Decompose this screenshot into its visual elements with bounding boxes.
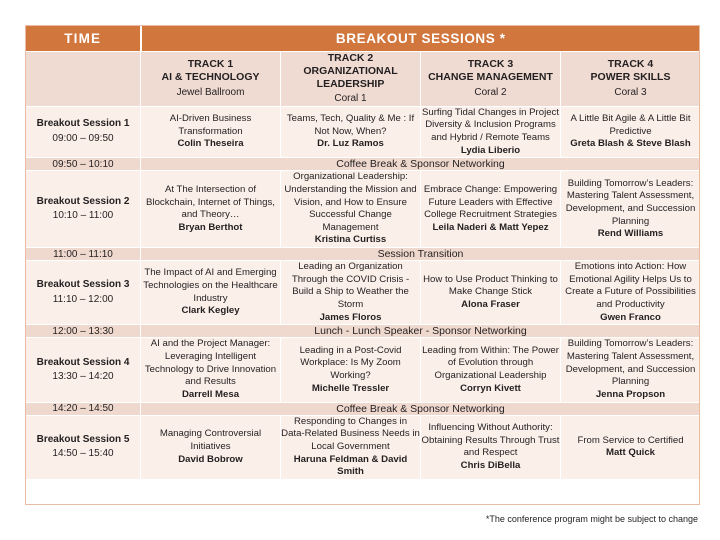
break-time-range: 11:00 – 11:10 — [26, 248, 141, 261]
break-row — [26, 325, 701, 338]
session-speaker: Leila Naderi & Matt Yepez — [432, 221, 549, 233]
table-header-row — [26, 26, 701, 52]
session-time-cell — [26, 261, 141, 325]
session-title: Emotions into Action: How Emotional Agility Helps Us to Create a Future of Possibilities and Productivity — [565, 261, 696, 311]
track-name: POWER SKILLS — [590, 71, 671, 84]
track-room: Coral 3 — [614, 86, 647, 98]
break-row — [26, 402, 701, 415]
session-cell[interactable] — [281, 171, 421, 248]
session-title: A Little Bit Agile & A Little Bit Predictive — [570, 112, 691, 137]
session-row — [26, 261, 701, 325]
session-time-range: 14:50 – 15:40 — [52, 448, 114, 460]
session-speaker: Gwen Franco — [600, 311, 661, 323]
session-row — [26, 338, 701, 402]
session-speaker: Dr. Luz Ramos — [317, 138, 384, 150]
session-title: Teams, Tech, Quality & Me : If Not Now, When? — [286, 112, 415, 137]
session-title: Organizational Leadership: Understanding the Mission and Vision, and How to Ensure Successful Change Management — [284, 171, 417, 233]
break-time-range: 14:20 – 14:50 — [26, 402, 141, 415]
session-speaker: Matt Quick — [605, 447, 656, 459]
track-header-row — [26, 52, 701, 107]
session-cell[interactable] — [141, 338, 281, 402]
session-time-cell — [26, 415, 141, 479]
track-name: AI & TECHNOLOGY — [161, 71, 260, 84]
session-cell[interactable] — [561, 415, 701, 479]
session-title: Leading from Within: The Power of Evolution through Organizational Leadership — [422, 344, 559, 382]
session-title: At The Intersection of Blockchain, Internet of Things, and Theory… — [146, 183, 275, 221]
break-row — [26, 158, 701, 171]
session-row — [26, 171, 701, 248]
session-speaker: Darrell Mesa — [181, 389, 240, 401]
session-cell[interactable] — [421, 415, 561, 479]
session-cell[interactable] — [421, 261, 561, 325]
session-cell[interactable] — [141, 261, 281, 325]
conference-schedule — [25, 25, 700, 480]
session-cell[interactable] — [421, 106, 561, 158]
session-speaker: Chris DiBella — [460, 460, 521, 471]
track-room: Coral 2 — [474, 86, 507, 98]
session-title: Building Tomorrow’s Leaders: Mastering Talent Assessment, Development, and Succession Planning — [565, 338, 696, 388]
session-speaker: Clark Kegley — [181, 305, 240, 317]
track-number: TRACK 3 — [467, 58, 514, 71]
track-room: Jewel Ballroom — [176, 86, 245, 98]
session-title: Managing Controversial Initiatives — [159, 428, 262, 453]
footnote: *The conference program might be subject to change — [485, 514, 698, 524]
session-title: From Service to Certified — [577, 434, 684, 446]
session-title: Influencing Without Authority: Obtaining Results Through Trust and Respect — [421, 422, 560, 459]
session-time-cell — [26, 338, 141, 402]
track-name: ORGANIZATIONAL LEADERSHIP — [303, 64, 398, 90]
break-time-range: 09:50 – 10:10 — [26, 158, 141, 171]
track-number: TRACK 1 — [187, 58, 234, 71]
session-name: Breakout Session 1 — [36, 118, 130, 130]
session-title: Embrace Change: Empowering Future Leaders with Effective College Recruitment Strategies — [423, 183, 558, 221]
session-time-range: 13:30 – 14:20 — [52, 371, 114, 383]
session-name: Breakout Session 2 — [36, 195, 130, 207]
session-title: Surfing Tidal Changes in Project Diversity & Inclusion Programs and Hybrid / Remote Teams — [421, 106, 560, 143]
session-cell[interactable] — [421, 171, 561, 248]
break-label: Lunch - Lunch Speaker - Sponsor Networking — [141, 325, 701, 338]
session-cell[interactable] — [141, 106, 281, 158]
session-title: Leading an Organization Through the COVID Crisis - Build a Ship to Weather the Storm — [291, 261, 410, 311]
track-header-spacer — [26, 52, 141, 107]
session-speaker: Greta Blash & Steve Blash — [570, 138, 691, 150]
session-cell[interactable] — [561, 261, 701, 325]
session-speaker: James Floros — [319, 311, 382, 323]
break-label: Coffee Break & Sponsor Networking — [141, 158, 701, 171]
track-header-3 — [421, 52, 561, 107]
session-cell[interactable] — [281, 415, 421, 479]
session-cell[interactable] — [561, 106, 701, 158]
track-header-2 — [281, 52, 421, 107]
break-label: Coffee Break & Sponsor Networking — [141, 402, 701, 415]
schedule-table — [25, 25, 701, 480]
session-time-cell — [26, 171, 141, 248]
track-header-1 — [141, 52, 281, 107]
session-row — [26, 415, 701, 479]
track-room: Coral 1 — [334, 93, 367, 105]
session-cell[interactable] — [281, 338, 421, 402]
break-row — [26, 248, 701, 261]
session-speaker: Kristina Curtiss — [314, 234, 387, 246]
session-speaker: Bryan Berthot — [178, 221, 243, 233]
session-speaker: Lydia Liberio — [460, 144, 521, 156]
session-cell[interactable] — [421, 338, 561, 402]
session-cell[interactable] — [281, 106, 421, 158]
session-title: Leading in a Post-Covid Workplace: Is My Zoom Working? — [299, 344, 402, 382]
session-title: The Impact of AI and Emerging Technologies on the Healthcare Industry — [143, 267, 278, 304]
session-row — [26, 106, 701, 158]
session-time-cell — [26, 106, 141, 158]
session-title: AI-Driven Business Transformation — [169, 112, 252, 137]
session-name: Breakout Session 4 — [36, 356, 130, 368]
session-speaker: Haruna Feldman & David Smith — [293, 453, 408, 478]
session-cell[interactable] — [561, 171, 701, 248]
session-time-range: 09:00 – 09:50 — [52, 132, 114, 144]
track-name: CHANGE MANAGEMENT — [428, 71, 553, 84]
session-speaker: Corryn Kivett — [460, 382, 521, 394]
break-time-range: 12:00 – 13:30 — [26, 325, 141, 338]
session-speaker: Michelle Tressler — [311, 382, 390, 394]
session-speaker: Jenna Propson — [595, 389, 666, 401]
session-cell[interactable] — [281, 261, 421, 325]
track-number: TRACK 4 — [607, 58, 654, 71]
session-title: Building Tomorrow’s Leaders: Mastering Talent Assessment, Development, and Succession Planning — [565, 177, 696, 227]
session-name: Breakout Session 5 — [36, 433, 130, 445]
session-time-range: 11:10 – 12:00 — [52, 293, 114, 305]
header-breakout-sessions: BREAKOUT SESSIONS * — [141, 26, 701, 52]
session-cell[interactable] — [561, 338, 701, 402]
session-title: Responding to Changes in Data-Related Business Needs in Local Government — [281, 415, 420, 453]
session-speaker: Alona Fraser — [461, 299, 520, 311]
session-speaker: Rend Williams — [597, 228, 664, 240]
session-title: How to Use Product Thinking to Make Change Stick — [423, 273, 558, 298]
break-label: Session Transition — [141, 248, 701, 261]
session-cell[interactable] — [141, 415, 281, 479]
session-title: AI and the Project Manager: Leveraging Intelligent Technology to Drive Innovation and Results — [144, 338, 277, 388]
session-name: Breakout Session 3 — [36, 279, 130, 291]
track-header-4 — [561, 52, 701, 107]
session-cell[interactable] — [141, 171, 281, 248]
session-speaker: Colin Theseira — [177, 138, 244, 150]
session-time-range: 10:10 – 11:00 — [52, 210, 114, 222]
session-speaker: David Bobrow — [178, 453, 243, 465]
track-number: TRACK 2 — [327, 52, 374, 64]
header-time: TIME — [26, 26, 141, 52]
